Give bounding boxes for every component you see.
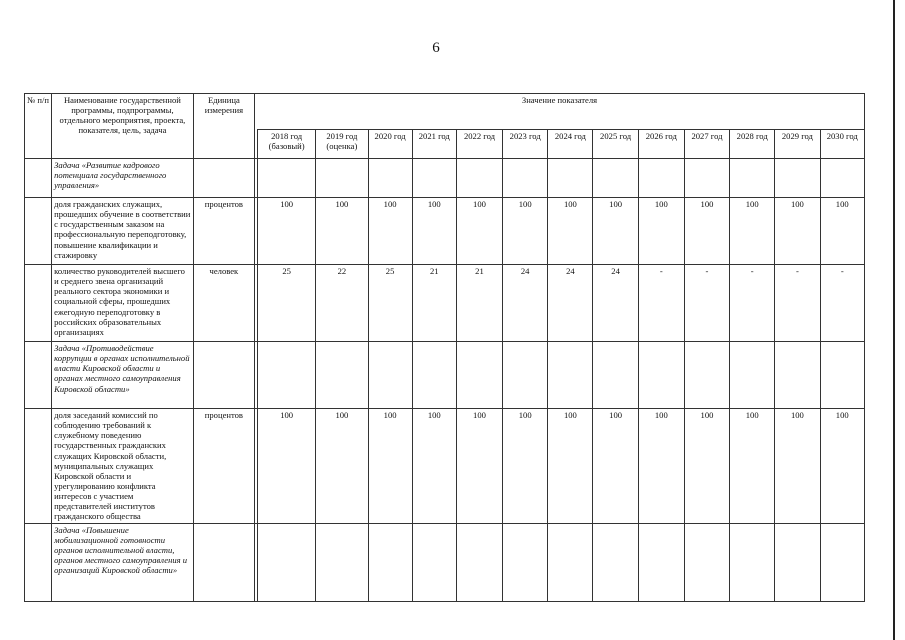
indicator-value: 21 (456, 265, 502, 342)
indicator-value: 100 (730, 198, 775, 265)
indicator-value: 100 (548, 198, 593, 265)
indicator-value: 100 (316, 409, 368, 524)
indicator-unit: человек (193, 265, 254, 342)
header-year: 2030 год (820, 130, 865, 159)
value-cell (316, 523, 368, 601)
value-cell (593, 159, 638, 198)
value-cell (730, 342, 775, 409)
value-cell (456, 342, 502, 409)
row-number-cell (25, 523, 52, 601)
value-cell (730, 159, 775, 198)
value-cell (684, 523, 729, 601)
header-year: 2023 год (503, 130, 548, 159)
header-year: 2020 год (368, 130, 412, 159)
indicator-value: 100 (456, 198, 502, 265)
value-cell (316, 159, 368, 198)
indicator-value: 25 (258, 265, 316, 342)
indicator-value: 100 (775, 198, 820, 265)
indicator-value: 100 (638, 409, 684, 524)
row-number-cell (25, 265, 52, 342)
indicator-unit: процентов (193, 198, 254, 265)
header-year: 2026 год (638, 130, 684, 159)
value-cell (368, 159, 412, 198)
indicator-value: 100 (412, 198, 456, 265)
indicator-value: 25 (368, 265, 412, 342)
task-text: Задача «Повышение мобилизационной готовности органов исполнительной власти, органов местного самоуправления и организаций Кировской области» (52, 523, 194, 601)
indicator-value: 100 (638, 198, 684, 265)
indicator-text: доля гражданских служащих, прошедших обучение в соответствии с государственным заказом на профессиональную переподготовку, повышение квалификации и стажировку (52, 198, 194, 265)
value-cell (548, 159, 593, 198)
value-cell (368, 342, 412, 409)
indicator-value: 100 (684, 409, 729, 524)
indicator-value: - (775, 265, 820, 342)
header-year: 2025 год (593, 130, 638, 159)
unit-cell (193, 523, 254, 601)
task-row (25, 523, 865, 601)
value-cell (503, 159, 548, 198)
value-cell (258, 523, 316, 601)
header-year: 2028 год (730, 130, 775, 159)
header-year: 2021 год (412, 130, 456, 159)
header-year: 2022 год (456, 130, 502, 159)
task-text: Задача «Противодействие коррупции в органах исполнительной власти Кировской области и органах местного самоуправления Кировской области» (52, 342, 194, 409)
header-row-top (25, 94, 865, 130)
indicator-value: 100 (503, 409, 548, 524)
task-row (25, 159, 865, 198)
row-number-cell (25, 342, 52, 409)
value-cell (638, 342, 684, 409)
indicator-row (25, 198, 865, 265)
row-number-cell (25, 409, 52, 524)
value-cell (503, 342, 548, 409)
header-year: 2029 год (775, 130, 820, 159)
indicator-value: 100 (730, 409, 775, 524)
indicator-value: 21 (412, 265, 456, 342)
value-cell (730, 523, 775, 601)
header-year: 2027 год (684, 130, 729, 159)
row-number-cell (25, 159, 52, 198)
value-cell (412, 342, 456, 409)
header-year: 2018 год (базовый) (258, 130, 316, 159)
indicator-value: 100 (368, 409, 412, 524)
indicator-value: 100 (775, 409, 820, 524)
value-cell (548, 523, 593, 601)
indicator-value: 100 (258, 409, 316, 524)
indicator-value: - (638, 265, 684, 342)
value-cell (593, 342, 638, 409)
value-cell (775, 342, 820, 409)
indicator-unit: процентов (193, 409, 254, 524)
value-cell (548, 342, 593, 409)
unit-cell (193, 342, 254, 409)
indicator-value: 24 (593, 265, 638, 342)
value-cell (684, 342, 729, 409)
value-cell (775, 159, 820, 198)
page-number: 6 (432, 40, 440, 56)
value-cell (684, 159, 729, 198)
task-row (25, 342, 865, 409)
indicator-value: 100 (820, 198, 865, 265)
task-text: Задача «Развитие кадрового потенциала государственного управления» (52, 159, 194, 198)
indicator-text: количество руководителей высшего и среднего звена организаций реального сектора экономики и социальной сферы, прошедших ежегодную переподготовку в российских образовательных организациях (52, 265, 194, 342)
header-year: 2019 год (оценка) (316, 130, 368, 159)
indicator-value: 100 (258, 198, 316, 265)
value-cell (638, 523, 684, 601)
indicator-value: 100 (456, 409, 502, 524)
header-name: Наименование государственной программы, подпрограммы, отдельного мероприятия, проекта, показателя, цель, задача (52, 94, 194, 159)
value-cell (593, 523, 638, 601)
value-cell (820, 342, 865, 409)
value-cell (412, 159, 456, 198)
value-cell (456, 523, 502, 601)
indicator-value: 22 (316, 265, 368, 342)
header-value: Значение показателя (255, 94, 865, 130)
value-cell (412, 523, 456, 601)
indicator-value: - (684, 265, 729, 342)
indicator-value: 100 (593, 409, 638, 524)
indicator-value: 100 (368, 198, 412, 265)
unit-cell (193, 159, 254, 198)
page-edge-rule (893, 0, 895, 640)
indicator-value: 100 (684, 198, 729, 265)
indicator-row (25, 409, 865, 524)
value-cell (775, 523, 820, 601)
row-number-cell (25, 198, 52, 265)
value-cell (258, 342, 316, 409)
value-cell (456, 159, 502, 198)
indicators-table (24, 93, 865, 602)
value-cell (820, 523, 865, 601)
header-unit: Единица измерения (193, 94, 254, 159)
value-cell (316, 342, 368, 409)
indicator-value: 100 (593, 198, 638, 265)
value-cell (503, 523, 548, 601)
indicator-value: 24 (503, 265, 548, 342)
indicator-value: 24 (548, 265, 593, 342)
indicator-value: 100 (820, 409, 865, 524)
indicator-value: - (820, 265, 865, 342)
value-cell (820, 159, 865, 198)
value-cell (368, 523, 412, 601)
indicator-value: - (730, 265, 775, 342)
indicator-text: доля заседаний комиссий по соблюдению требований к служебному поведению государственных гражданских служащих Кировской области, муниципальных служащих Кировской области и урегулированию конфликта интересов с участием представителей институтов гражданского общества (52, 409, 194, 524)
header-year: 2024 год (548, 130, 593, 159)
value-cell (638, 159, 684, 198)
value-cell (258, 159, 316, 198)
indicator-value: 100 (548, 409, 593, 524)
indicator-value: 100 (503, 198, 548, 265)
indicator-row (25, 265, 865, 342)
indicator-value: 100 (412, 409, 456, 524)
header-num: № п/п (25, 94, 52, 159)
indicator-value: 100 (316, 198, 368, 265)
